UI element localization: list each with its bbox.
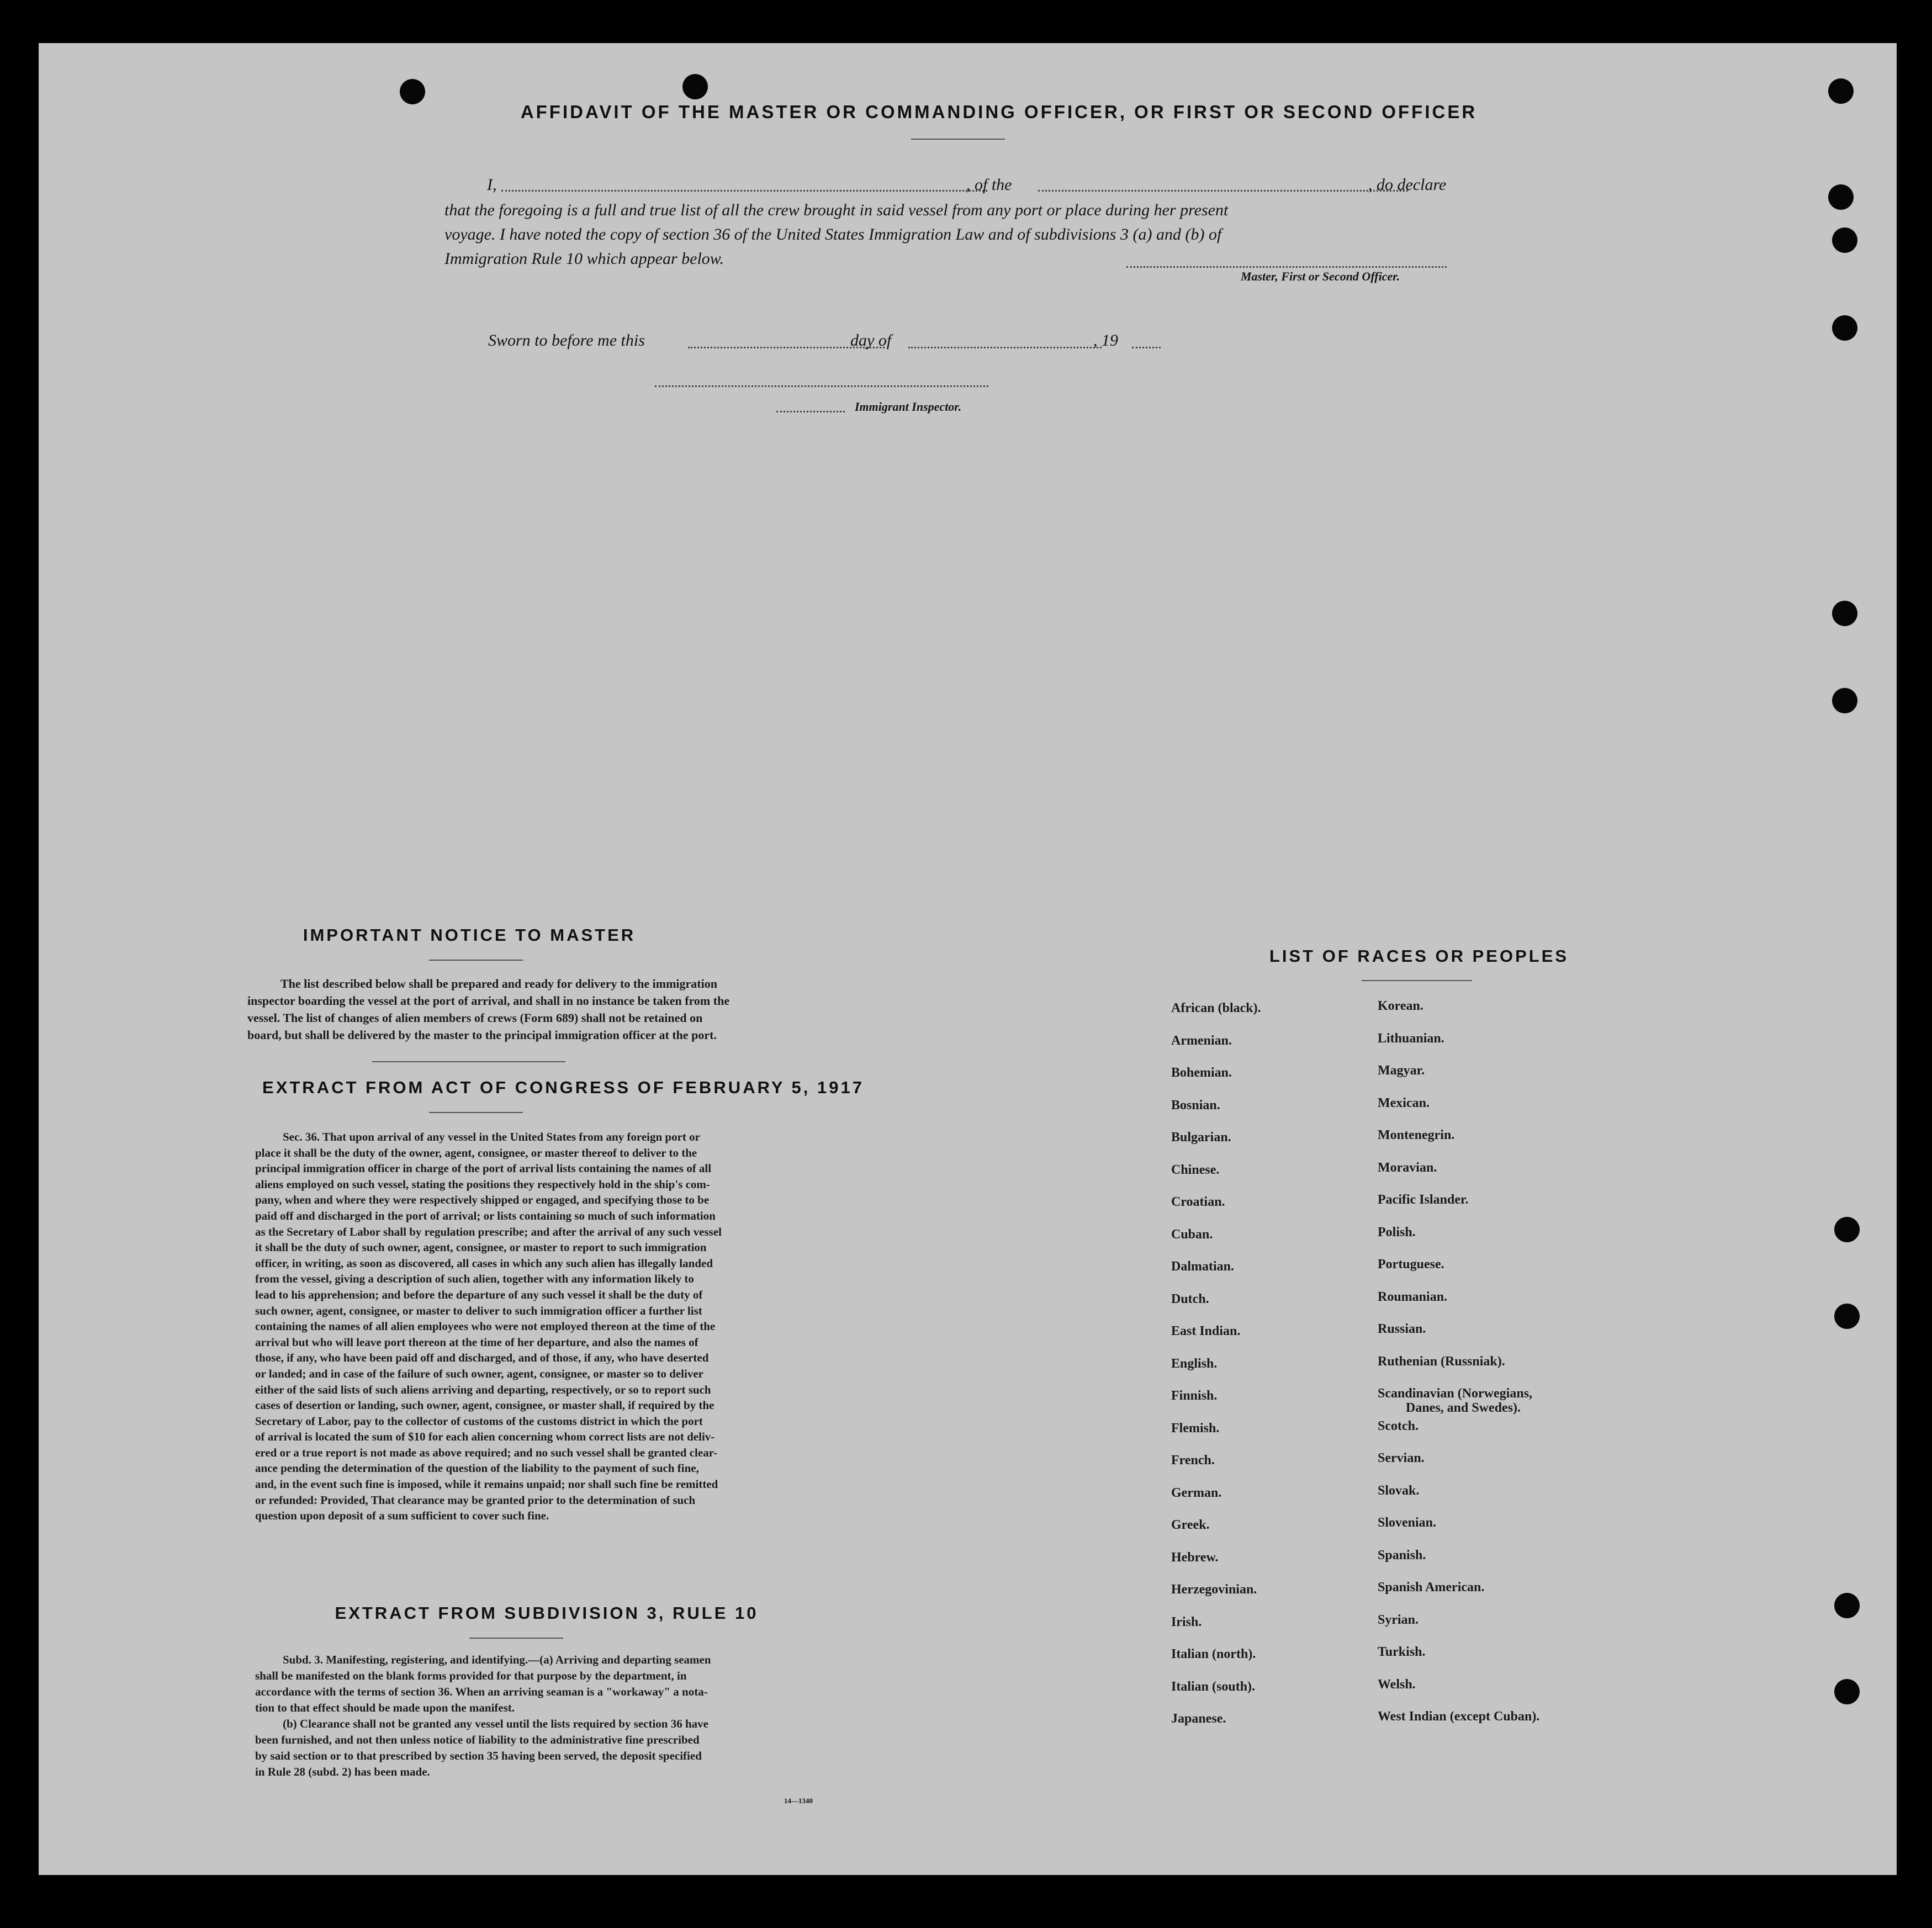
race-item: Welsh.	[1378, 1677, 1416, 1692]
punch-hole	[1834, 1679, 1860, 1704]
punch-hole	[1832, 688, 1857, 713]
races-title: LIST OF RACES OR PEOPLES	[1269, 946, 1569, 966]
race-item: Syrian.	[1378, 1613, 1419, 1627]
race-item: Croatian.	[1171, 1195, 1225, 1209]
title-underline	[911, 139, 1005, 140]
affidavit-text-line: Immigration Rule 10 which appear below.	[444, 250, 724, 268]
race-item: Greek.	[1171, 1518, 1210, 1532]
race-item: Japanese.	[1171, 1712, 1226, 1726]
race-item: Spanish.	[1378, 1548, 1426, 1562]
race-item: Slovak.	[1378, 1484, 1420, 1498]
race-item: Turkish.	[1378, 1645, 1426, 1659]
race-item: Ruthenian (Russniak).	[1378, 1354, 1505, 1369]
sworn-year-field[interactable]	[1132, 347, 1161, 348]
race-item: Bulgarian.	[1171, 1130, 1231, 1145]
punch-hole	[400, 79, 425, 104]
declarant-label: I,	[487, 176, 497, 194]
race-item: African (black).	[1171, 1001, 1261, 1015]
punch-hole	[1828, 78, 1854, 104]
act-title-underline	[429, 1112, 523, 1113]
race-item: Cuban.	[1171, 1227, 1213, 1242]
race-item: Herzegovinian.	[1171, 1582, 1257, 1597]
race-item: Lithuanian.	[1378, 1031, 1444, 1046]
race-item: Mexican.	[1378, 1096, 1430, 1110]
do-declare-label: , do declare	[1368, 176, 1447, 194]
act-extract-text: Sec. 36. That upon arrival of any vessel in the United States from any foreign port or place it shall be the duty of the owner, agent, consignee, or master thereof to deliver to the principal immigration officer in charge of the port of arrival lists containing the names of all aliens employed on such vessel, stating the positions they respectively hold in the ship's com- pany, when and where they were respectively shipped or engaged, and specifying those to be paid off and discharged in the port of arrival; or lists containing so much of such information as the Secretary of Labor shall by regulation prescribe; and after the arrival of any such vessel it shall be the duty of such owner, agent, consignee, or master to report to such immigration officer, in writing, as soon as discovered, all cases in which any such alien has illegally landed from the vessel, giving a description of such alien, together with any information likely to lead to his apprehension; and before the departure of any such vessel it shall be the duty of such owner, agent, consignee, or master to deliver to such immigration officer a further list containing the names of all alien employees who were not employed thereon at the time of the arrival but who will leave port thereon at the time of her departure, and also the names of those, if any, who have been paid off and discharged, and of those, if any, who have deserted or landed; and in case of the failure of such owner, agent, consignee, or master so to deliver either of the said lists of such aliens arriving and departing, respectively, or so to report such cases of desertion or landing, such owner, agent, consignee, or master shall, if required by the Secretary of Labor, pay to the collector of customs of the customs district in which the port of arrival is located the sum of $10 for each alien concerning whom correct lists are not deliv- ered or a true report is not made as above required; and no such vessel shall be granted clear- ance pending the determination of the question of the liability to the payment of such fine, and, in the event such fine is imposed, while it remains unpaid; nor shall such fine be remitted or refunded: Provided, That clearance may be granted prior to the determination of such question upon deposit of a sum sufficient to cover such fine.	[255, 1130, 722, 1523]
inspector-lead-line	[776, 411, 845, 412]
rule-extract-text: Subd. 3. Manifesting, registering, and identifying.—(a) Arriving and departing seamen shall be manifested on the blank forms provided for that purpose by the department, in accordance with the terms of section 36. When an arriving seaman is a "workaway" a nota- tion to that effect should be made upon the manifest. (b) Clearance shall not be granted any vessel until the lists required by section 36 have been furnished, and not then unless notice of liability to the administrative fine prescribed by said section or to that prescribed by section 35 having been served, the deposit specified in Rule 28 (subd. 2) has been made.	[255, 1653, 711, 1778]
act-extract-title: EXTRACT FROM ACT OF CONGRESS OF FEBRUARY 5, 1917	[262, 1078, 864, 1097]
declarant-name-field[interactable]	[501, 190, 987, 192]
race-item: Chinese.	[1171, 1163, 1220, 1177]
notice-text: The list described below shall be prepared and ready for delivery to the immigration inspector boarding the vessel at the port of arrival, and shall in no instance be taken from the vessel. The list of changes of alien members of crews (Form 689) shall not be retained on board, but shall be delivered by the master to the principal immigration officer at the port.	[247, 977, 730, 1042]
race-item: Scandinavian (Norwegians,	[1378, 1386, 1533, 1401]
notice-title: IMPORTANT NOTICE TO MASTER	[303, 925, 636, 945]
punch-hole	[1832, 601, 1857, 626]
inspector-label: Immigrant Inspector.	[855, 400, 962, 414]
race-item: Finnish.	[1171, 1389, 1218, 1403]
sworn-month-field[interactable]	[908, 347, 1102, 348]
punch-hole	[682, 74, 708, 99]
race-item: English.	[1171, 1357, 1218, 1371]
race-item: East Indian.	[1171, 1324, 1241, 1338]
race-item: Magyar.	[1378, 1063, 1425, 1078]
form-number: 14—1340	[784, 1797, 813, 1805]
race-item: Roumanian.	[1378, 1290, 1448, 1304]
race-item: Slovenian.	[1378, 1516, 1437, 1530]
notice-underline	[429, 960, 523, 961]
race-item: Korean.	[1378, 999, 1423, 1013]
race-item: Italian (south).	[1171, 1680, 1256, 1694]
year-label: , 19	[1093, 331, 1118, 349]
race-item: Italian (north).	[1171, 1647, 1256, 1661]
affidavit-text-line: voyage. I have noted the copy of section 36 of the United States Immigration Law and of subdivisions 3 (a) and (b) of	[444, 225, 1222, 243]
race-item: Bosnian.	[1171, 1098, 1220, 1113]
race-item: Bohemian.	[1171, 1066, 1232, 1080]
race-item: Armenian.	[1171, 1034, 1232, 1048]
race-item: Pacific Islander.	[1378, 1193, 1469, 1207]
race-item: West Indian (except Cuban).	[1378, 1709, 1540, 1724]
punch-hole	[1834, 1593, 1860, 1618]
race-item: Flemish.	[1171, 1421, 1220, 1436]
rule-title-underline	[469, 1638, 563, 1639]
form-sheet	[39, 43, 1897, 1875]
race-item: Russian.	[1378, 1322, 1426, 1336]
race-item: Montenegrin.	[1378, 1128, 1455, 1142]
signature-label: Master, First or Second Officer.	[1241, 269, 1400, 283]
punch-hole	[1834, 1217, 1860, 1242]
race-item: Scotch.	[1378, 1419, 1418, 1433]
vessel-name-field[interactable]	[1038, 190, 1408, 192]
punch-hole	[1834, 1304, 1860, 1329]
punch-hole	[1832, 315, 1857, 341]
race-item: Dalmatian.	[1171, 1259, 1234, 1274]
race-item: Hebrew.	[1171, 1550, 1219, 1565]
race-item: Portuguese.	[1378, 1257, 1444, 1272]
rule-extract-title: EXTRACT FROM SUBDIVISION 3, RULE 10	[335, 1603, 759, 1623]
race-item: French.	[1171, 1453, 1215, 1468]
race-item: Irish.	[1171, 1615, 1202, 1629]
race-item: Moravian.	[1378, 1161, 1437, 1175]
day-of-label: day of	[850, 331, 892, 349]
race-item: German.	[1171, 1486, 1222, 1500]
race-item: Dutch.	[1171, 1292, 1209, 1306]
sworn-label: Sworn to before me this	[488, 331, 645, 349]
punch-hole	[1832, 227, 1857, 253]
inspector-signature-field[interactable]	[655, 385, 988, 387]
affidavit-title: AFFIDAVIT OF THE MASTER OR COMMANDING OFFICER, OR FIRST OR SECOND OFFICER	[520, 102, 1478, 122]
race-item-continued: Danes, and Swedes).	[1406, 1401, 1521, 1415]
races-title-underline	[1362, 980, 1472, 981]
race-item: Polish.	[1378, 1225, 1416, 1240]
race-item: Spanish American.	[1378, 1580, 1485, 1595]
section-divider	[372, 1061, 565, 1062]
affidavit-text-line: that the foregoing is a full and true list of all the crew brought in said vessel from any port or place during her present	[444, 201, 1229, 219]
race-item: Servian.	[1378, 1451, 1425, 1465]
punch-hole	[1828, 184, 1854, 210]
of-the-label: , of the	[966, 176, 1012, 194]
signature-field[interactable]	[1126, 266, 1447, 268]
